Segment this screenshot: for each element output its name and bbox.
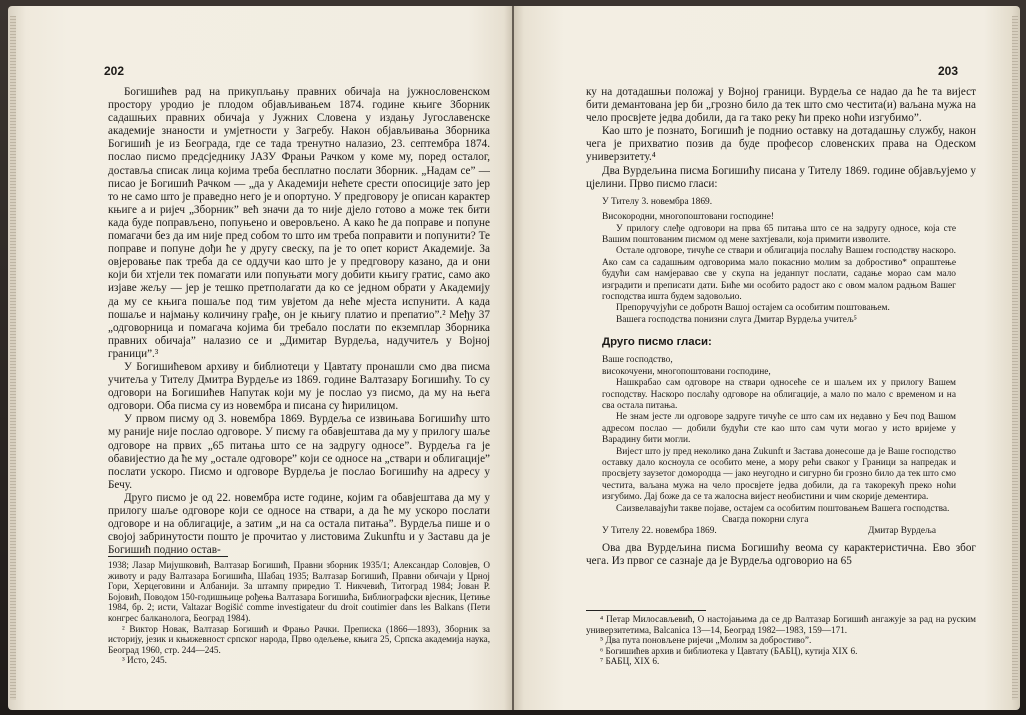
letter-second (602, 355, 956, 538)
letter-closing: Препоручујући се добротн Вашој остајем са особитим поштовањем. (616, 303, 890, 314)
paragraph: Друго писмо је од 22. новембра исте године, којим га обавјештава да му у прилогу шаље одговоре који се односе на ствари, а да ће му ускоро послати одговоре и на облигације, а затим „и на са остала питања”. Вурдеља пише и о својој забринутости пошто је прочитао у листовима Zukunftu и у Заставu да је Богишић поднио остав- (108, 491, 490, 557)
footnote: ⁵ Два пута поновљене ријечи „Молим за добростиво”. (600, 635, 812, 646)
page-edge (10, 16, 16, 700)
footnote: ⁶ Богишићев архив и библиотека у Цавтату (БАБЦ), кутија XIX 6. (600, 645, 858, 656)
body-text (108, 86, 490, 557)
paragraph: У првом писму од 3. новембра 1869. Вурдеља се извињава Богишићу што му раније није послао одговоре. У писму га обавјештава да му у прилогу шаље одговоре на првих „65 питања што се на задругу односе”. Вурдеља га је обавијестио да ће му „остале одговоре” који се односе на „ствари и облигације” послати ускоро. Писмо и одговоре Вурдеља је послао Богишићу на адресу у Бечу. (108, 413, 490, 491)
footnote: ² Виктор Новак, Валтазар Богишић и Фрањо Рачки. Преписка (1866—1893), Зборник за историју, језик и књижевност српског народа, Прво одељење, књига 25, Српска академија наука, Београд 1960, стр. 244—245. (108, 623, 490, 655)
paragraph: Два Вурдељина писма Богишићу писана у Тителу 1869. године објављујемо у цјелини. Прво писмо гласи: (586, 164, 976, 190)
body-text (586, 86, 976, 568)
footnote: 1938; Лазар Мијушковић, Валтазар Богишић, Правни зборник 1935/1; Александар Соловјев, О животу и раду Валтазара Богишића, Шабац 1935; Валтазар Богишић, Правни обичаји у Црној Гори, Херцеговини и Албанији. За штампу приредио Т. Никчевић, Титоград 1984; Јован Р. Бојовић, Поводом 150-годишњице рођења Валтазара Богишића, Библиографски вјесник, Цетиње 1984, бр. 2; исти, Valtazar Bogišić comme investigateur du droit coutimier dans les Balkans (Пети конгрес балканолога, Београд 1984). (108, 560, 490, 623)
footnote: ³ Исто, 245. (122, 655, 167, 666)
letter-date: У Тителу 22. новембра 1869. (602, 526, 717, 537)
letter-paragraph: Остале одговоре, тичуће се ствари и облигација послаћу Вашем господству наскоро. Ако сам са садашњим одговорима мало покаснио молим за добростиво* опраштење будући сам намјеравао све у скупа на једанпут послати, садање морао сам мало изградити и преписати дати. Биће ми особито радост ако с овом малом радњом Вашег господства иштa будем задовољио. (602, 246, 956, 302)
letter-footer (602, 526, 956, 537)
right-page (514, 6, 1020, 710)
letter-salutation: Високородни, многопоштовани господине! (602, 212, 775, 223)
letter-date: У Тителу 3. новембра 1869. (602, 196, 713, 207)
paragraph: ку на дотадашњи положај у Војној граници. Вурдеља се надао да ће та вијест бити демантована јер би „грозно било да тек што смо честита(и) ваљана мужа на чело просвјете једва добили, да га тако реку ћи преко ноћи изгубимо”. (586, 86, 976, 125)
footnotes (586, 604, 976, 667)
letter-paragraph: Не знам јесте ли одговоре задруге тичуће се што сам их недавно у Беч под Вашом адресом послао — добили будући сте као што сам чути могао у исто вријеме у Варадину бити могли. (602, 412, 956, 446)
footnote: ⁴ Петар Милосављевић, О настојањима да се др Валтазар Богишић ангажује за рад на руским универзитетима, Balcanica 13—14, Београд 1982—1983, 159—171. (586, 614, 976, 635)
left-page (8, 6, 512, 710)
paragraph: У Богишићевом архиву и библиотеци у Цавтату пронашли смо два писма учитеља у Тителу Дмитра Вурдеље из 1869. године Валтазару Богишићу. То су одговори на Богишићев Напутак који му је послао уз писмо, да му на њега одговори. Оба писма су из новембра и писана су ћирилицом. (108, 360, 490, 413)
footnote: ⁷ БАБЦ, XIX 6. (600, 656, 660, 667)
letter-signature: Вашега господства понизни слуга Дмитар Вурдеља учитељ⁵ (616, 314, 857, 325)
page-edge (1012, 16, 1018, 700)
paragraph: Ова два Вурдељина писма Богишићу веома су карактеристична. Ево због чега. Из првог се сазнаје да је Вурдеља одговорио на 65 (586, 541, 976, 567)
letter-signature: Дмитар Вурдеља (867, 526, 936, 537)
letter-paragraph: Вијест што ју пред неколико дана Zukunft и Застава донесоше да је Ваше господство оставку дало косноула се особито мене, а мору рећи сваког у Граници за напредак и просвјету заузетог домородца — јако неугодно и сигурно би грозно било да тек што смо честита, ваљана мужа на чело просвјете једва добили, да га такорекућ преко ноћи изгубимо. Дај боже да се та жалосна вијест необистини и чим скорије дементира. (602, 446, 956, 503)
letter-salutation: високочуени, многопоштовани господине, (602, 366, 771, 377)
footnote-rule (586, 610, 706, 611)
letter-salutation: Ваше господство, (602, 355, 673, 366)
page-number: 203 (937, 64, 958, 78)
paragraph: Као што је познато, Богишић је поднио оставку на дотадашњу службу, након чега је прихватио позив да буде професор словенских права на Одеском универзитету.⁴ (586, 125, 976, 164)
footnote-rule (108, 556, 228, 557)
letter-first (602, 197, 956, 326)
letter-paragraph: У прилогу слеђе одговори на прва 65 питања што се на задругу односе, која сте Вашим поштованим писмом од мене захтјевали, која примити изволите. (602, 223, 956, 245)
paragraph: Богишићев рад на прикупљању правних обичаја на јужнословенском простору уродио је плодом објављивањем 1874. године књиге Зборник садашњих правних обичаја у Јужних Словена у издању Југославенске академије знаности и умјетности у Загребу. Након објављивања Зборника Богишић је из Београда, где се тада тренутно налазио, 23. септембра 1874. послао писмо предсједнику ЈАЗУ Фрањи Рачком у коме му, поред осталог, доставља списак лица којима треба бесплатно послати Зборник. „Надам се” — писао је Богишић Рачком — „да у Академији нећете срести опосиције зато јер то не само што је праведно него је и опортуно. У предговору је описан карактер књиге а и ријеч „Зборник” већ значи да то није дјело готово а може тек бити када буде поправљено, попуњено и оверовљено. А како ће да поправе и попуне помагачи без да им није пред собом то што им треба поправити и попунити? Те поправе и попуне дођи ће у другу свеску, па је то опет корист Академије. За овјеровање пак треба да се оддучи као што је у предговору казано, да и они који би хтјели тек помагати или попуњати могу добити књигу гратис, само ако изјаве жељу — јер је тешко претполагати да ко се једном обрати у Академију да му се књига пошаље под тим увјетом да неће мјеста испунити. А када пошаље и најмању количину грађе, он је књигу платио и препатио”.² Међу 37 „одговорница и помагача којима би требало послати по екземплар Зборника правних обичаја” налазио се и „Димитар Вурдеља, надучитељ у Војној граници”.³ (108, 86, 490, 360)
section-heading: Друго писмо гласи: (602, 336, 712, 349)
page-number: 202 (104, 64, 125, 78)
footnotes (108, 550, 490, 666)
letter-paragraph: Саизвелавајући такве појаве, остајем са особитим поштовањем Вашега господства. (616, 503, 950, 514)
letter-closing: Свагда покорни слуга (722, 515, 809, 525)
letter-paragraph: Нашкрабао сам одговоре на ствари односеће се и шаљем их у прилогу Вашем господству. Наскоро послаћу одговоре на облигације, а мало по мало с временом и на сва остала питања. (602, 378, 956, 411)
